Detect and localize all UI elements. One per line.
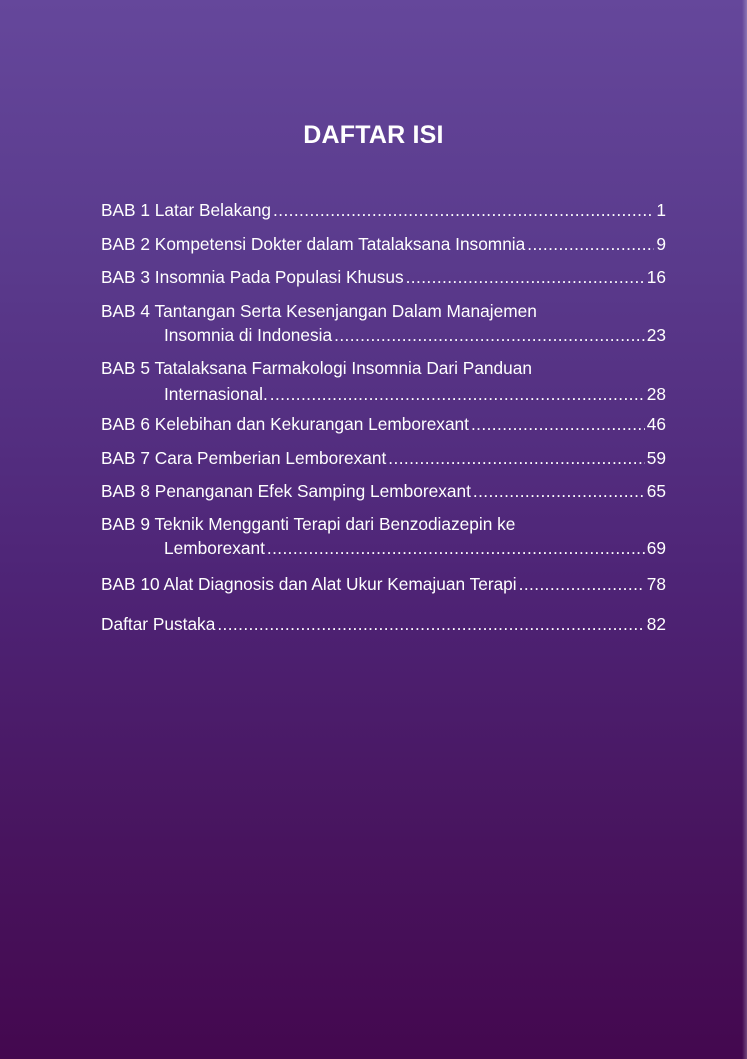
toc-page-number: 16: [646, 267, 666, 287]
toc-page-number: 1: [656, 200, 666, 220]
dot-leader: [267, 536, 645, 560]
dot-leader: [270, 382, 645, 406]
toc-page-number: 65: [646, 481, 666, 501]
toc-entry-title: BAB 5 Tatalaksana Farmakologi Insomnia Dari Panduan: [101, 358, 532, 378]
page-title: DAFTAR ISI: [303, 121, 444, 149]
toc-entry-bab-5[interactable]: [101, 356, 666, 406]
toc-entry-bab-2[interactable]: [101, 232, 666, 256]
toc-entry-bab-3[interactable]: [101, 265, 666, 289]
toc-entry-title: BAB 9 Teknik Mengganti Terapi dari Benzodiazepin ke: [101, 514, 516, 534]
dot-leader: [473, 479, 645, 503]
toc-page-number: 82: [646, 614, 666, 634]
dot-leader: [388, 446, 644, 470]
toc-entry-title: BAB 7 Cara Pemberian Lemborexant: [101, 448, 387, 468]
toc-page-number: 69: [646, 538, 666, 558]
toc-entry-continuation: Internasional.: [164, 384, 268, 404]
dot-leader: [273, 198, 654, 222]
toc-entry-bab-10[interactable]: [101, 572, 666, 596]
dot-leader: [527, 232, 654, 256]
dot-leader: [471, 412, 645, 436]
toc-entry-title: BAB 8 Penanganan Efek Samping Lemborexant: [101, 481, 471, 501]
toc-entry-bab-6[interactable]: [101, 412, 666, 436]
toc-page-number: 59: [646, 448, 666, 468]
toc-entry-title: BAB 1 Latar Belakang: [101, 200, 272, 220]
toc-entry-title: BAB 10 Alat Diagnosis dan Alat Ukur Kemajuan Terapi: [101, 574, 517, 594]
toc-entry-daftar-pustaka[interactable]: [101, 612, 666, 636]
toc-entry-title: BAB 6 Kelebihan dan Kekurangan Lemborexant: [101, 414, 469, 434]
dot-leader: [217, 612, 644, 636]
toc-entry-bab-1[interactable]: [101, 198, 666, 222]
toc-page-number: 78: [646, 574, 666, 594]
toc-entry-title: Daftar Pustaka: [101, 614, 216, 634]
toc-entry-continuation: Lemborexant: [164, 538, 265, 558]
dot-leader: [519, 572, 645, 596]
toc-entry-title: BAB 3 Insomnia Pada Populasi Khusus: [101, 267, 404, 287]
toc-entry-bab-7[interactable]: [101, 446, 666, 470]
toc-entry-bab-4[interactable]: [101, 299, 666, 347]
toc-page-number: 23: [646, 325, 666, 345]
toc-page-number: 46: [646, 414, 666, 434]
table-of-contents: [101, 0, 666, 1059]
toc-page-number: 28: [646, 384, 666, 404]
toc-entry-bab-8[interactable]: [101, 479, 666, 503]
dot-leader: [406, 265, 645, 289]
toc-entry-title: BAB 4 Tantangan Serta Kesenjangan Dalam Manajemen: [101, 301, 537, 321]
toc-entry-title: BAB 2 Kompetensi Dokter dalam Tatalaksana Insomnia: [101, 234, 526, 254]
dot-leader: [334, 323, 645, 347]
toc-entry-continuation: Insomnia di Indonesia: [164, 325, 333, 345]
toc-page-number: 9: [656, 234, 666, 254]
toc-entry-bab-9[interactable]: [101, 512, 666, 560]
